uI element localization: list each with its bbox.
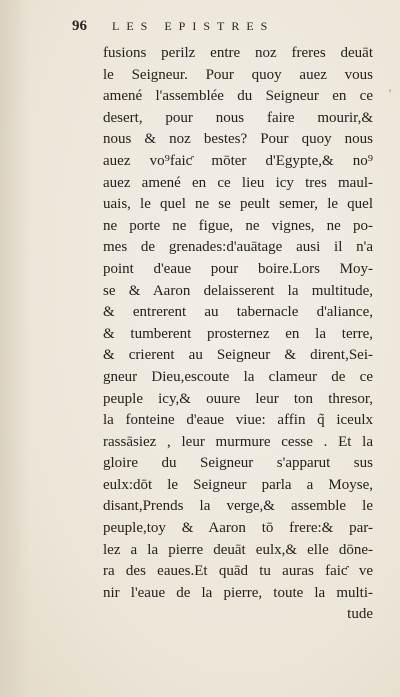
text-line: tude	[347, 606, 373, 623]
text-line: & crierent au Seigneur & dirent,Sei-	[103, 347, 373, 364]
running-head: LES EPISTRES	[112, 19, 275, 33]
text-line: & entrerent au tabernacle d'aliance,	[103, 304, 373, 321]
text-line: ne porte ne figue, ne vignes, ne po-	[103, 217, 373, 234]
text-line: desert, pour nous faire mourir,&	[103, 109, 373, 126]
text-line: nous & noz bestes? Pour quoy nous	[103, 131, 373, 148]
text-line: mes de grenades:d'auātage ausi il n'a	[103, 239, 373, 256]
text-line: gneur Dieu,escoute la clameur de ce	[103, 368, 373, 385]
text-line: ra des eaues.Et quād tu auras faiƈ ve	[103, 563, 373, 580]
text-line: eulx:dōt le Seigneur parla a Moyse,	[103, 476, 373, 493]
text-line: rassāsiez , leur murmure cesse . Et la	[103, 433, 373, 450]
text-line: uais, le quel ne se peult semer, le quel	[103, 196, 373, 213]
text-line: peuple,toy & Aaron tō frere:& par-	[103, 520, 373, 537]
page-header	[72, 18, 372, 38]
page-gutter-shadow	[0, 0, 30, 697]
text-line: se & Aaron delaisserent la multitude,	[103, 282, 373, 299]
text-line: auez vo⁹faiƈ mōter d'Egypte,& no⁹	[103, 152, 373, 169]
text-line: peuple icy,& ouure leur ton thresor,	[103, 390, 373, 407]
text-line: nir l'eaue de la pierre, toute la multi-	[103, 584, 373, 601]
margin-mark: '	[389, 86, 392, 100]
text-line: amené l'assemblée du Seigneur en ce	[103, 88, 373, 105]
body-text	[103, 43, 373, 626]
text-line: gloire du Seigneur s'apparut sus	[103, 455, 373, 472]
text-line: disant,Prends la verge,& assemble le	[103, 498, 373, 515]
text-line: la fonteine d'eaue viue: affin q̃ iceulx	[103, 412, 373, 429]
text-line: auez amené en ce lieu icy tres maul-	[103, 174, 373, 191]
page-number: 96	[72, 18, 87, 34]
text-line: lez a la pierre deuāt eulx,& elle dōne-	[103, 541, 373, 558]
text-line: fusions perilz entre noz freres deuāt	[103, 45, 373, 61]
text-line: & tumberent prosternez en la terre,	[103, 325, 373, 342]
text-line: le Seigneur. Pour quoy auez vous	[103, 66, 373, 83]
text-line: point d'eaue pour boire.Lors Moy-	[103, 260, 373, 277]
